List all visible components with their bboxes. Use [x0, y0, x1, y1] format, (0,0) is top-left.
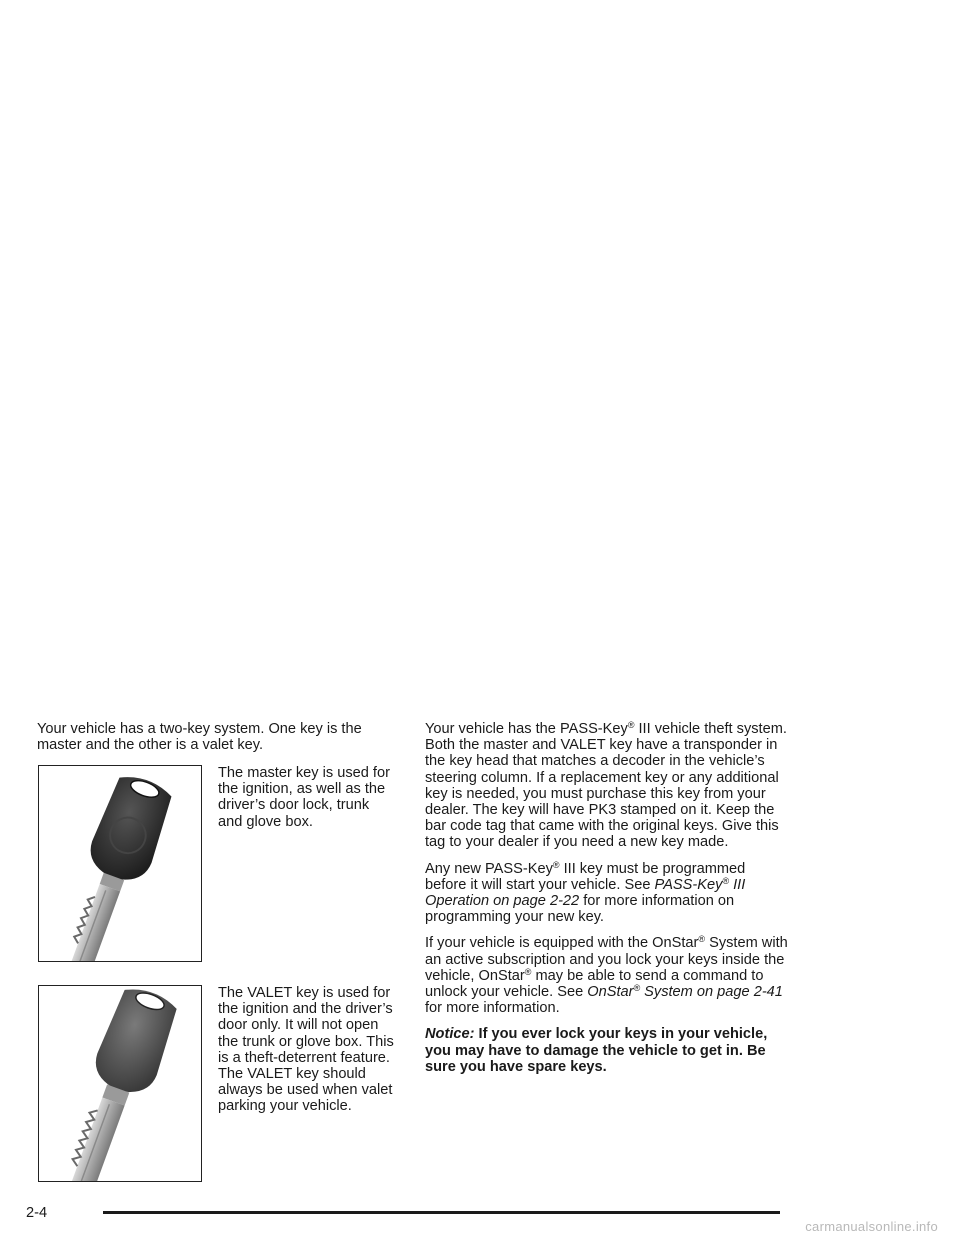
onstar-text-c: may be able to send a command to unlock your vehicle. See: [425, 967, 764, 1001]
master-key-illustration: [39, 766, 201, 961]
onstar-paragraph: [425, 935, 790, 1016]
onstar-text-b: System with an active subscription and you lock your keys inside the vehicle, OnStar: [425, 935, 788, 984]
registered-mark: ®: [524, 966, 532, 977]
new-key-text-b: III key must be programmed before it will start your vehicle. See: [425, 860, 746, 893]
onstar-system-link[interactable]: [587, 984, 783, 1000]
master-key-text: [218, 765, 396, 830]
new-key-text-a: Any new PASS-Key: [425, 860, 553, 877]
pass-key-text-a: Your vehicle has the PASS-Key: [425, 721, 628, 737]
notice-body: If you ever lock your keys in your vehicle, you may have to damage the vehicle to get in. Be sure you have spare keys.: [425, 1026, 768, 1075]
valet-key-description: The VALET key is used for the ignition and the driver’s door only. It will not open the trunk or glove box. This is a theft-deterrent feature. The VALET key should always be used when valet parking your vehicle.: [218, 985, 394, 1115]
onstar-text-a: If your vehicle is equipped with the OnStar: [425, 935, 699, 952]
registered-mark: ®: [698, 934, 706, 945]
pass-key-text-b: III vehicle theft system. Both the master and VALET key have a transponder in the key head that matches a decoder in the vehicle’s steering column. If a replacement key or any additional key is needed, you must purchase this key from your dealer. The key will have PK3 stamped on it. Keep the bar code tag that came with the original keys. Give this tag to your dealer if you need a new key made.: [425, 721, 787, 851]
valet-key-photo: [38, 985, 202, 1182]
pass-key-paragraph: [425, 721, 790, 851]
master-key-photo: [38, 765, 202, 962]
registered-mark: ®: [627, 720, 635, 730]
pass-key-link-text-a[interactable]: PASS-Key: [654, 876, 723, 893]
valet-key-illustration: [39, 986, 201, 1181]
valet-key-text: [218, 985, 396, 1115]
notice-paragraph: [425, 1026, 790, 1075]
footer-rule: [103, 1211, 780, 1214]
onstar-text-d: for more information.: [425, 1000, 560, 1017]
page-number: 2-4: [26, 1205, 48, 1221]
registered-mark: ®: [633, 983, 641, 994]
registered-mark: ®: [722, 875, 730, 886]
new-key-paragraph: [425, 861, 790, 926]
registered-mark: ®: [552, 859, 560, 870]
new-key-text-c: for more information on programming your new key.: [425, 893, 735, 926]
left-column: [37, 721, 387, 753]
right-column: [425, 721, 790, 1085]
master-key-description: The master key is used for the ignition, as well as the driver’s door lock, trunk and glove box.: [218, 765, 390, 830]
pass-key-link-text-b[interactable]: III Operation on page 2-22: [425, 876, 746, 910]
onstar-link-text-a[interactable]: OnStar: [587, 984, 634, 1001]
intro-paragraph: Your vehicle has a two-key system. One key is the master and the other is a valet key.: [37, 721, 362, 754]
notice-label: Notice:: [425, 1026, 475, 1043]
onstar-link-text-b[interactable]: System on page 2-41: [640, 984, 783, 1001]
watermark: carmanualsonline.info: [805, 1219, 938, 1234]
